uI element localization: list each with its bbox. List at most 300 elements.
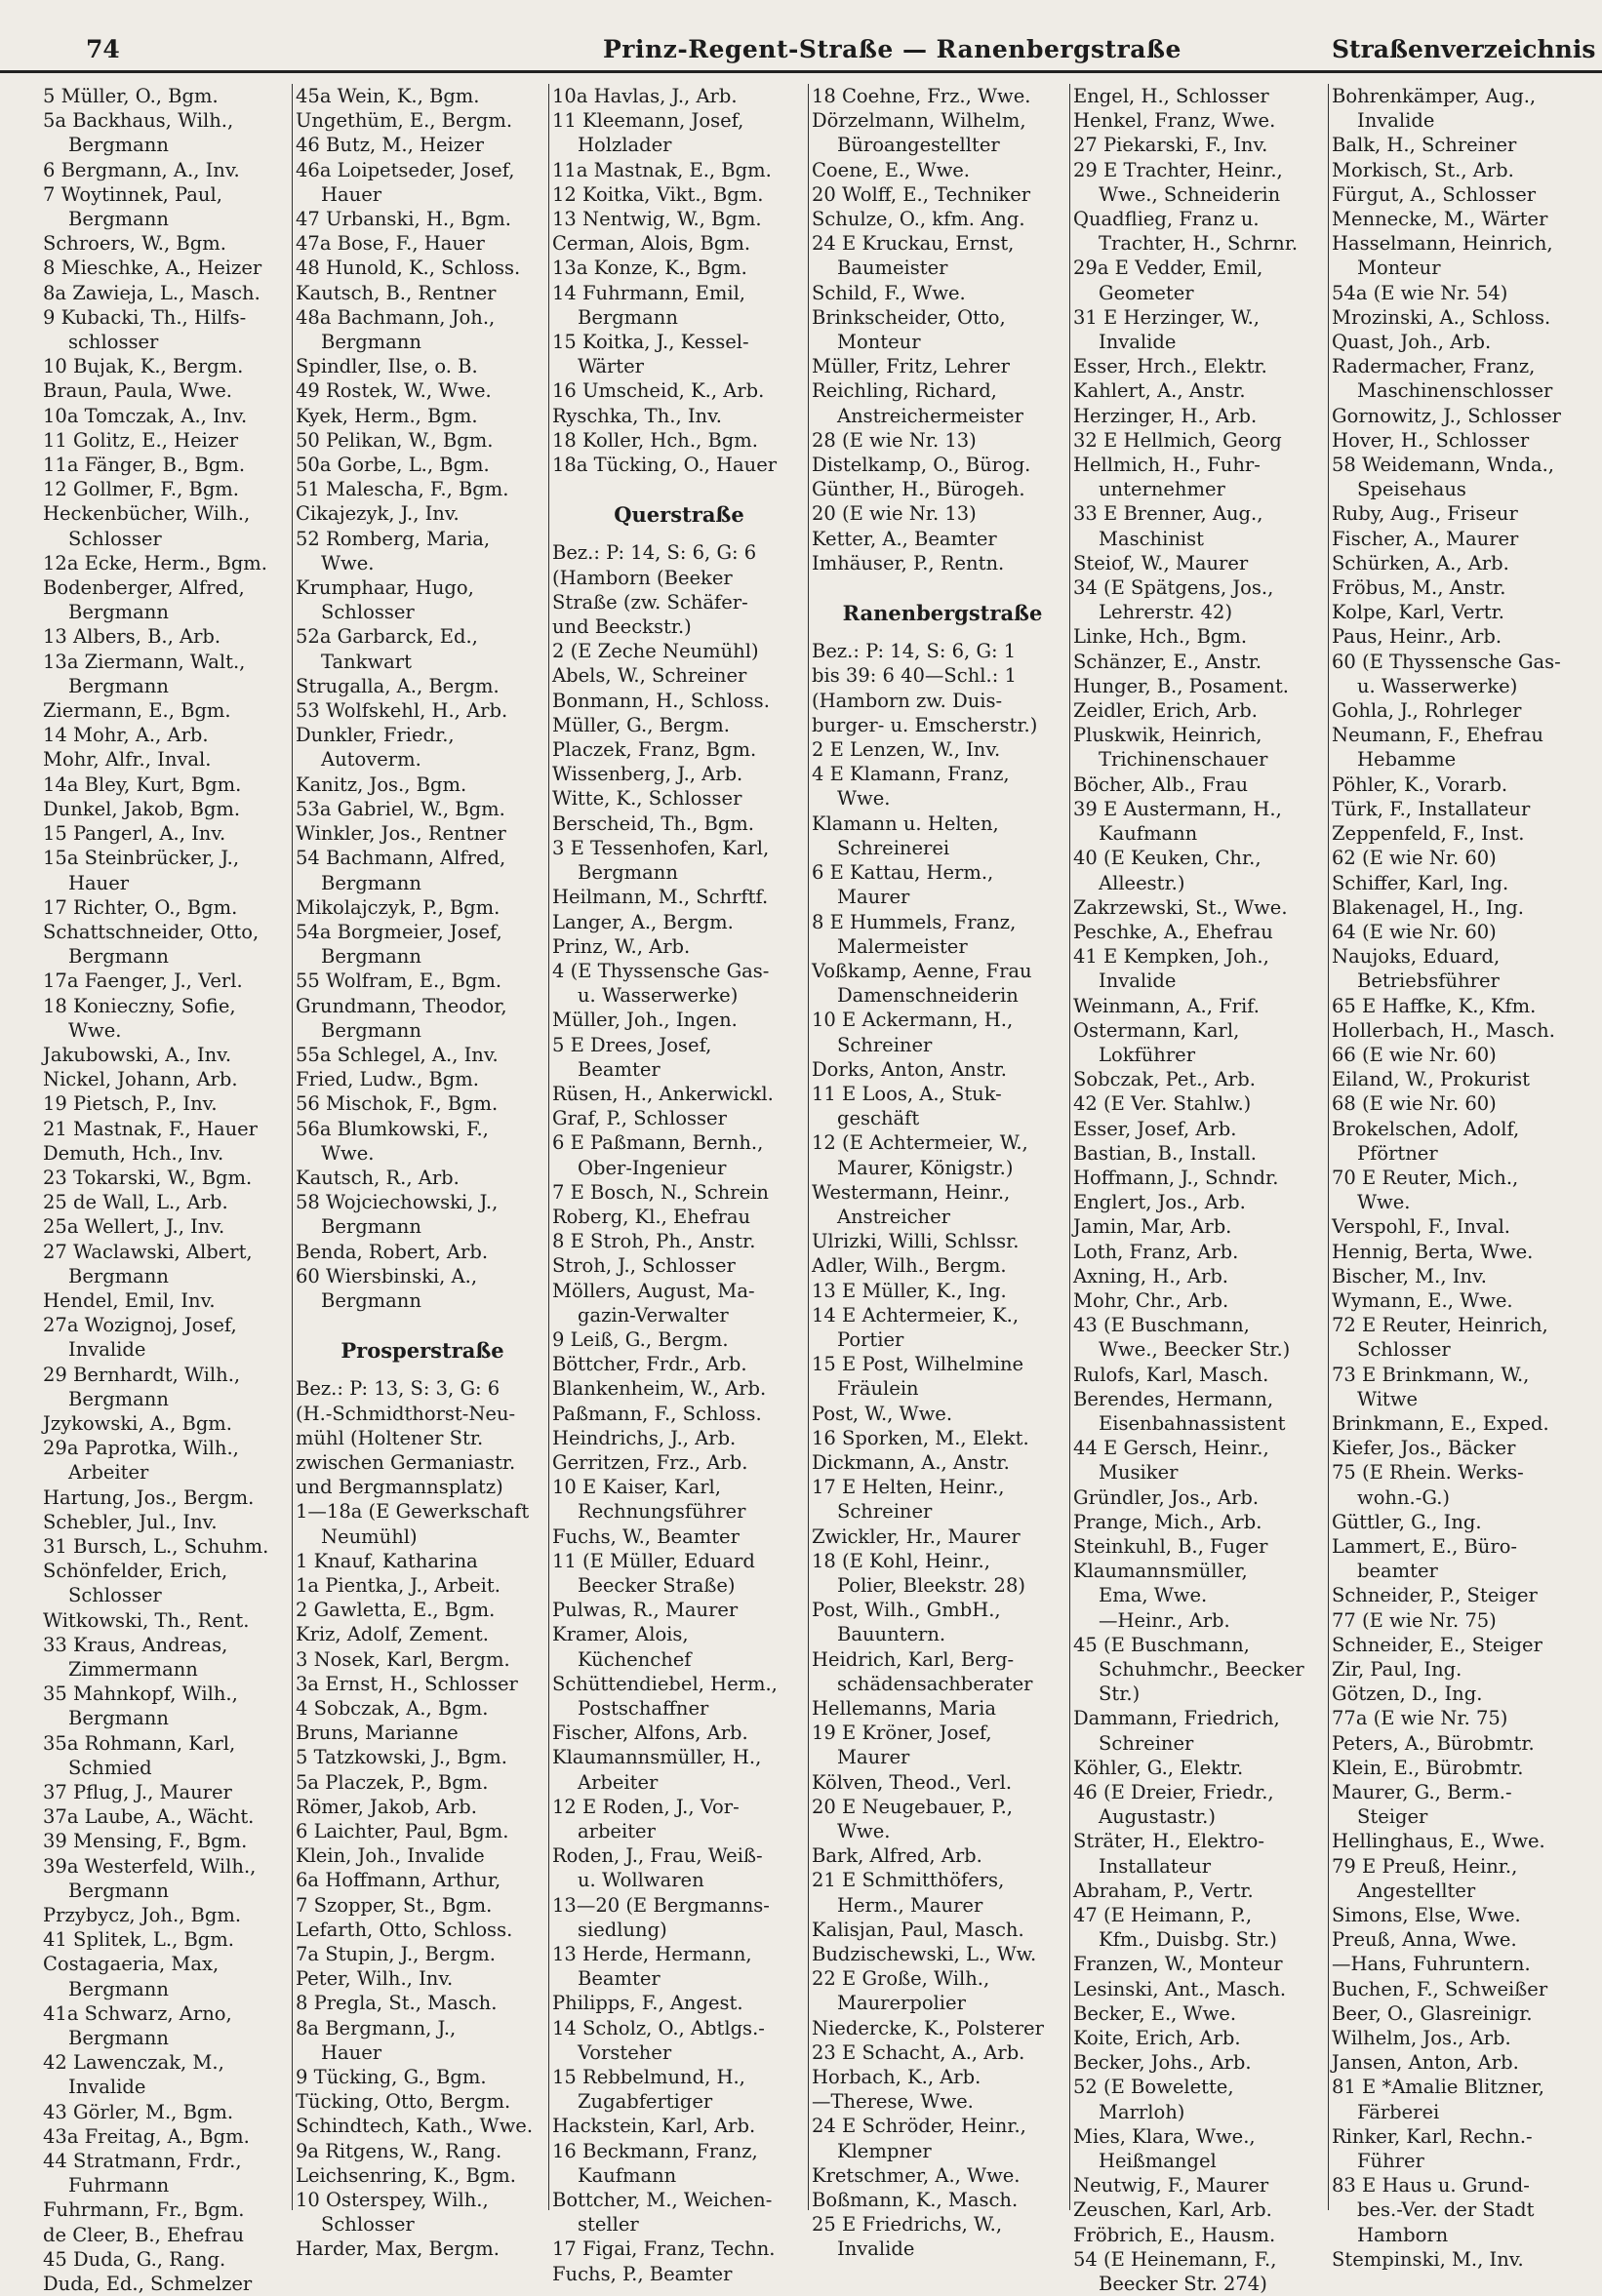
directory-entry: 2 E Lenzen, W., Inv.	[812, 738, 1001, 762]
directory-entry: Fischer, Alfons, Arb.	[552, 1722, 748, 1745]
directory-entry: Schürken, A., Arb.	[1332, 551, 1509, 574]
entry-continuation: Ober-Ingenieur	[578, 1156, 727, 1179]
directory-entry: Abels, W., Schreiner	[552, 664, 747, 688]
directory-entry: Schiffer, Karl, Ing.	[1332, 871, 1509, 894]
directory-entry: Bischer, M., Inv.	[1332, 1264, 1487, 1287]
directory-entry: Lefarth, Otto, Schloss.	[296, 1918, 513, 1941]
directory-entry: Benda, Robert, Arb.	[296, 1240, 489, 1263]
directory-entry: 13—20 (E Bergmanns-	[552, 1893, 770, 1917]
directory-entry: Dickmann, A., Anstr.	[812, 1450, 1010, 1474]
entry-continuation: Klempner	[837, 2139, 932, 2162]
directory-entry: Wilhelm, Jos., Arb.	[1332, 2027, 1511, 2050]
entry-continuation: Kfm., Duisbg. Str.)	[1099, 1928, 1277, 1952]
directory-entry: Leichsenring, K., Bgm.	[296, 2163, 516, 2187]
directory-entry: 5 Tatzkowski, J., Bgm.	[296, 1746, 507, 1769]
directory-entry: —Therese, Wwe.	[812, 2090, 974, 2114]
directory-entry: Winkler, Jos., Rentner	[296, 822, 506, 846]
directory-entry: 21 E Schmitthöfers,	[812, 1869, 1005, 1892]
directory-entry: 5a Placzek, P., Bgm.	[296, 1770, 489, 1794]
directory-entry: Linke, Hch., Bgm.	[1073, 625, 1248, 649]
directory-entry: Graf, P., Schlosser	[552, 1107, 727, 1130]
entry-continuation: Tankwart	[321, 650, 412, 673]
entry-continuation: Autoverm.	[321, 748, 421, 772]
directory-entry: Ruby, Aug., Friseur	[1332, 502, 1518, 526]
directory-entry: Brokelschen, Adolf,	[1332, 1117, 1520, 1140]
directory-entry: Blankenheim, W., Arb.	[552, 1377, 767, 1401]
directory-entry: 4 (E Thyssensche Gas-	[552, 959, 770, 982]
entry-continuation: Wwe.	[321, 1141, 375, 1165]
directory-entry: 17 Figai, Franz, Techn.	[552, 2237, 776, 2261]
directory-entry: Ungethüm, E., Bergm.	[296, 109, 513, 133]
directory-entry: Kretschmer, A., Wwe.	[812, 2163, 1021, 2187]
entry-continuation: Str.)	[1099, 1682, 1141, 1706]
entry-continuation: bes.-Ver. der Stadt	[1357, 2198, 1535, 2222]
entry-continuation: Maurer	[837, 886, 910, 909]
directory-entry: Voßkamp, Aenne, Frau	[812, 959, 1032, 982]
entry-continuation: wohn.-G.)	[1357, 1485, 1451, 1509]
directory-entry: Verspohl, F., Inval.	[1332, 1215, 1511, 1239]
directory-entry: 15 Koitka, J., Kessel-	[552, 331, 749, 354]
directory-entry: Schebler, Jul., Inv.	[43, 1510, 218, 1533]
entry-continuation: gazin-Verwalter	[578, 1303, 729, 1326]
directory-entry: 45a Wein, K., Bgm.	[296, 85, 480, 107]
directory-entry: Post, Wilh., GmbH.,	[812, 1599, 1001, 1622]
directory-entry: Dunkel, Jakob, Bgm.	[43, 797, 241, 820]
directory-entry: 54a Borgmeier, Josef,	[296, 920, 502, 943]
directory-entry: Kölven, Theod., Verl.	[812, 1770, 1013, 1794]
directory-entry: 14 Fuhrmann, Emil,	[552, 281, 746, 304]
entry-continuation: arbeiter	[578, 1820, 656, 1843]
directory-entry: 25a Wellert, J., Inv.	[43, 1215, 225, 1239]
directory-entry: 5 Müller, O., Bgm.	[43, 85, 219, 107]
directory-entry: 11a Fänger, B., Bgm.	[43, 454, 246, 477]
directory-entry: Zeidler, Erich, Arb.	[1073, 699, 1258, 723]
page-header	[0, 0, 1602, 73]
directory-entry: Bohrenkämper, Aug.,	[1332, 85, 1537, 107]
directory-entry: Rinker, Karl, Rechn.-	[1332, 2124, 1533, 2148]
directory-entry: 34 (E Spätgens, Jos.,	[1073, 576, 1274, 600]
street-heading: Querstraße	[614, 502, 744, 528]
directory-entry: Brinkmann, E., Exped.	[1332, 1411, 1549, 1435]
directory-entry: Mennecke, M., Wärter	[1332, 208, 1548, 231]
street-heading: Prosperstraße	[340, 1338, 504, 1364]
directory-entry: Zakrzewski, St., Wwe.	[1073, 895, 1288, 919]
directory-entry: Schild, F., Wwe.	[812, 281, 966, 304]
directory-entry: Nickel, Johann, Arb.	[43, 1068, 238, 1091]
directory-entry: Klaumannsmüller, H.,	[552, 1746, 762, 1769]
directory-entry: Paus, Heinr., Arb.	[1332, 625, 1502, 649]
directory-entry: Fröbrich, E., Hausm.	[1073, 2223, 1276, 2246]
directory-entry: 33 E Brenner, Aug.,	[1073, 502, 1263, 526]
directory-entry: 29 E Trachter, Heinr.,	[1073, 158, 1283, 181]
directory-entry: Fürgut, A., Schlosser	[1332, 182, 1537, 206]
directory-entry: 52a Garbarck, Ed.,	[296, 625, 478, 649]
directory-entry: 24 E Kruckau, Ernst,	[812, 232, 1015, 256]
directory-entry: Hellmich, H., Fuhr-	[1073, 454, 1261, 477]
directory-entry: Radermacher, Franz,	[1332, 355, 1536, 378]
directory-entry: Eiland, W., Prokurist	[1332, 1068, 1530, 1091]
directory-entry: 8 E Hummels, Franz,	[812, 910, 1017, 933]
entry-continuation: Monteur	[837, 331, 921, 354]
directory-entry: Böcher, Alb., Frau	[1073, 772, 1249, 796]
directory-entry: 10a Tomczak, A., Inv.	[43, 404, 248, 427]
entry-continuation: steller	[578, 2213, 639, 2237]
directory-entry: 29a Paprotka, Wilh.,	[43, 1437, 239, 1460]
entry-continuation: Maschinist	[1099, 527, 1204, 550]
directory-entry: 17 Richter, O., Bgm.	[43, 895, 238, 919]
directory-entry: Mikolajczyk, P., Bgm.	[296, 895, 501, 919]
directory-entry: Heckenbücher, Wilh.,	[43, 502, 251, 526]
directory-entry: 54a (E wie Nr. 54)	[1332, 281, 1508, 304]
directory-entry: Kolpe, Karl, Vertr.	[1332, 601, 1504, 624]
entry-continuation: Fräulein	[837, 1377, 919, 1401]
directory-entry: Hasselmann, Heinrich,	[1332, 232, 1553, 256]
directory-entry: 31 Bursch, L., Schuhm.	[43, 1534, 269, 1558]
directory-entry: 12a Ecke, Herm., Bgm.	[43, 551, 268, 574]
directory-entry: 39a Westerfeld, Wilh.,	[43, 1854, 257, 1878]
directory-entry: 5a Backhaus, Wilh.,	[43, 109, 234, 133]
directory-entry: Witte, K., Schlosser	[552, 787, 742, 811]
entry-continuation: Bergmann	[68, 1879, 169, 1902]
directory-entry: Klein, E., Bürobmtr.	[1332, 1756, 1524, 1779]
directory-entry: 44 E Gersch, Heinr.,	[1073, 1437, 1269, 1460]
directory-entry: 17a Faenger, J., Verl.	[43, 970, 243, 993]
directory-entry: Mies, Klara, Wwe.,	[1073, 2124, 1256, 2148]
directory-entry: 11 E Loos, A., Stuk-	[812, 1082, 1002, 1105]
entry-continuation: Angestellter	[1357, 1879, 1476, 1902]
entry-continuation: schädensachberater	[837, 1672, 1033, 1695]
entry-continuation: Maschinenschlosser	[1357, 379, 1553, 403]
entry-continuation: Schuhmchr., Beecker	[1099, 1658, 1304, 1681]
directory-entry: 11 Golitz, E., Heizer	[43, 428, 239, 452]
directory-entry: Dorks, Anton, Anstr.	[812, 1057, 1007, 1081]
directory-entry: Beer, O., Glasreinigr.	[1332, 2001, 1533, 2025]
directory-entry: Hellemanns, Maria	[812, 1697, 996, 1720]
directory-entry: Cerman, Alois, Bgm.	[552, 232, 751, 256]
entry-continuation: Bergmann	[68, 1387, 169, 1410]
directory-entry: Fröbus, M., Anstr.	[1332, 576, 1506, 600]
directory-entry: 6a Hoffmann, Arthur,	[296, 1869, 501, 1892]
entry-continuation: Invalide	[1357, 109, 1435, 133]
directory-entry: Spindler, Ilse, o. B.	[296, 355, 478, 378]
directory-entry: Rulofs, Karl, Masch.	[1073, 1363, 1269, 1386]
directory-entry: Buchen, F., Schweißer	[1332, 1977, 1548, 2000]
directory-entry: 12 Koitka, Vikt., Bgm.	[552, 182, 764, 206]
directory-entry: Bodenberger, Alfred,	[43, 576, 245, 600]
entry-continuation: Bergmann	[578, 861, 678, 885]
directory-entry: 9 Kubacki, Th., Hilfs-	[43, 305, 247, 329]
directory-entry: 24 E Schröder, Heinr.,	[812, 2115, 1026, 2138]
directory-entry: 40 (E Keuken, Chr.,	[1073, 847, 1262, 870]
entry-continuation: Lokführer	[1099, 1043, 1196, 1066]
directory-entry: 79 E Preuß, Heinr.,	[1332, 1854, 1518, 1878]
directory-entry: 13a Konze, K., Bgm.	[552, 257, 747, 280]
directory-entry: 77 (E wie Nr. 75)	[1332, 1608, 1497, 1632]
directory-entry: Zir, Paul, Ing.	[1332, 1658, 1462, 1681]
directory-entry: Hunger, B., Posament.	[1073, 674, 1289, 697]
directory-entry: Köhler, G., Elektr.	[1073, 1756, 1244, 1779]
directory-entry: 15a Steinbrücker, J.,	[43, 847, 240, 870]
directory-entry: 12 (E Achtermeier, W.,	[812, 1131, 1028, 1155]
entry-continuation: Installateur	[1099, 1854, 1212, 1878]
directory-entry: Dunkler, Friedr.,	[296, 724, 455, 747]
directory-entry: Peter, Wilh., Inv.	[296, 1967, 454, 1991]
entry-continuation: Schmied	[68, 1756, 152, 1779]
entry-continuation: Speisehaus	[1357, 478, 1466, 501]
directory-entry: 54 Bachmann, Alfred,	[296, 847, 506, 870]
directory-entry: 47 Urbanski, H., Bgm.	[296, 208, 511, 231]
entry-continuation: Marrloh)	[1099, 2100, 1185, 2123]
directory-entry: Boßmann, K., Masch.	[812, 2189, 1019, 2212]
directory-entry: Wymann, E., Wwe.	[1332, 1288, 1513, 1312]
entry-continuation: Trachter, H., Schrnr.	[1099, 232, 1299, 256]
directory-entry: Lesinski, Ant., Masch.	[1073, 1977, 1287, 2000]
entry-continuation: Anstreichermeister	[837, 404, 1023, 427]
directory-entry: Wissenberg, J., Arb.	[552, 763, 743, 786]
directory-entry: Klein, Joh., Invalide	[296, 1844, 485, 1868]
directory-entry: 37 Pflug, J., Maurer	[43, 1781, 232, 1804]
entry-continuation: Eisenbahnassistent	[1099, 1411, 1286, 1435]
directory-entry: Klaumannsmüller,	[1073, 1560, 1248, 1583]
entry-continuation: Arbeiter	[68, 1461, 149, 1484]
entry-continuation: Bergmann	[321, 1018, 421, 1042]
entry-continuation: Kaufmann	[1099, 822, 1198, 846]
directory-entry: Ryschka, Th., Inv.	[552, 404, 723, 427]
directory-entry: Müller, Joh., Ingen.	[552, 1009, 738, 1032]
directory-entry: Harder, Max, Bergm.	[296, 2237, 500, 2261]
entry-continuation: Steiger	[1357, 1805, 1428, 1829]
directory-entry: Jansen, Anton, Arb.	[1332, 2051, 1519, 2075]
directory-entry: Quadflieg, Franz u.	[1073, 208, 1260, 231]
directory-entry: Pöhler, K., Vorarb.	[1332, 772, 1508, 796]
entry-continuation: Kaufmann	[578, 2163, 677, 2187]
directory-entry: Tücking, Otto, Bergm.	[296, 2090, 511, 2114]
directory-entry: 6 Laichter, Paul, Bgm.	[296, 1820, 509, 1843]
entry-continuation: —Heinr., Arb.	[1099, 1608, 1230, 1632]
directory-entry: Morkisch, St., Arb.	[1332, 158, 1514, 181]
entry-continuation: Invalide	[68, 1338, 146, 1362]
directory-entry: 14a Bley, Kurt, Bgm.	[43, 772, 242, 796]
directory-entry: 3 E Tessenhofen, Karl,	[552, 836, 770, 859]
entry-continuation: Witwe	[1357, 1387, 1419, 1410]
directory-entry: 29a E Vedder, Emil,	[1073, 257, 1263, 280]
directory-entry: Mohr, Chr., Arb.	[1073, 1288, 1229, 1312]
directory-entry: 8 Mieschke, A., Heizer	[43, 257, 262, 280]
directory-entry: 81 E *Amalie Blitzner,	[1332, 2076, 1544, 2099]
entry-continuation: Färberei	[1357, 2100, 1440, 2123]
directory-entry: Neumann, F., Ehefrau	[1332, 724, 1543, 747]
entry-continuation: Portier	[837, 1327, 904, 1351]
entry-continuation: Wärter	[578, 355, 644, 378]
directory-entry: 19 Pietsch, P., Inv.	[43, 1092, 218, 1116]
directory-entry: 6 Bergmann, A., Inv.	[43, 158, 240, 181]
directory-entry: 56 Mischok, F., Bgm.	[296, 1092, 499, 1116]
directory-entry: 46a Loipetseder, Josef,	[296, 158, 515, 181]
directory-entry: 13 Nentwig, W., Bgm.	[552, 208, 762, 231]
directory-entry: zwischen Germaniastr.	[296, 1450, 516, 1474]
directory-entry: 16 Beckmann, Franz,	[552, 2139, 758, 2162]
directory-entry: 9a Ritgens, W., Rang.	[296, 2139, 502, 2162]
entry-continuation: Wwe.	[321, 551, 375, 574]
directory-entry: Peters, A., Bürobmtr.	[1332, 1731, 1535, 1755]
directory-entry: Bark, Alfred, Arb.	[812, 1844, 982, 1868]
directory-entry: Franzen, W., Monteur	[1073, 1953, 1283, 1976]
directory-column-4	[812, 84, 1073, 2261]
directory-entry: 60 Wiersbinski, A.,	[296, 1264, 478, 1287]
directory-entry: Jamin, Mar, Arb.	[1073, 1215, 1232, 1239]
directory-entry: Horbach, K., Arb.	[812, 2066, 981, 2089]
directory-entry: Dörzelmann, Wilhelm,	[812, 109, 1026, 133]
directory-entry: 35 Mahnkopf, Wilh.,	[43, 1682, 238, 1706]
entry-continuation: u. Wollwaren	[578, 1869, 704, 1892]
directory-entry: Steinkuhl, B., Fuger	[1073, 1534, 1268, 1558]
directory-entry: 10a Havlas, J., Arb.	[552, 85, 738, 107]
entry-continuation: Bergmann	[68, 1977, 169, 2000]
entry-continuation: Arbeiter	[578, 1770, 659, 1794]
entry-continuation: Rechnungsführer	[578, 1500, 746, 1524]
directory-entry: 20 (E wie Nr. 13)	[812, 502, 977, 526]
directory-entry: 13 Albers, B., Arb.	[43, 625, 221, 649]
directory-entry: Müller, G., Bergm.	[552, 713, 730, 736]
entry-continuation: Bergmann	[578, 305, 678, 329]
directory-entry: Blakenagel, H., Ing.	[1332, 895, 1524, 919]
directory-entry: Bastian, B., Install.	[1073, 1141, 1257, 1165]
directory-entry: Becker, E., Wwe.	[1073, 2001, 1237, 2025]
directory-entry: Kautsch, R., Arb.	[296, 1166, 460, 1189]
entry-continuation: Bergmann	[68, 1707, 169, 1730]
directory-entry: 73 E Brinkmann, W.,	[1332, 1363, 1530, 1386]
directory-entry: Hover, H., Schlosser	[1332, 428, 1530, 452]
directory-entry: Strugalla, A., Bergm.	[296, 674, 500, 697]
directory-entry: Grundmann, Theodor,	[296, 994, 507, 1017]
directory-entry: 50a Gorbe, L., Bgm.	[296, 454, 490, 477]
entry-continuation: Wwe.	[1357, 1191, 1411, 1214]
directory-entry: 35a Rohmann, Karl,	[43, 1731, 236, 1755]
directory-entry: Kautsch, B., Rentner	[296, 281, 497, 304]
directory-entry: Gerritzen, Frz., Arb.	[552, 1450, 748, 1474]
directory-entry: Zeppenfeld, F., Inst.	[1332, 822, 1525, 846]
entry-continuation: Herm., Maurer	[837, 1893, 983, 1917]
directory-entry: 2 (E Zeche Neumühl)	[552, 640, 759, 663]
directory-entry: 45 Duda, G., Rang.	[43, 2247, 226, 2271]
directory-entry: Prange, Mich., Arb.	[1073, 1510, 1262, 1533]
entry-continuation: u. Wasserwerke)	[1357, 674, 1518, 697]
entry-continuation: Holzlader	[578, 134, 672, 157]
directory-entry: und Bergmannsplatz)	[296, 1476, 503, 1499]
directory-entry: 25 de Wall, L., Arb.	[43, 1191, 228, 1214]
directory-entry: Kalisjan, Paul, Masch.	[812, 1918, 1024, 1941]
directory-entry: 58 Wojciechowski, J.,	[296, 1191, 499, 1214]
directory-entry: 9 Leiß, G., Bergm.	[552, 1327, 729, 1351]
directory-entry: 43 Görler, M., Bgm.	[43, 2100, 234, 2123]
directory-entry: Braun, Paula, Wwe.	[43, 379, 232, 403]
entry-continuation: siedlung)	[578, 1918, 667, 1941]
entry-continuation: Wwe.	[837, 787, 891, 811]
directory-entry: Post, W., Wwe.	[812, 1402, 953, 1425]
entry-continuation: Büroangestellter	[837, 134, 1000, 157]
directory-entry: —Hans, Fuhruntern.	[1332, 1953, 1531, 1976]
entry-continuation: Beecker Str. 274)	[1099, 2273, 1267, 2296]
entry-continuation: Beamter	[578, 1057, 661, 1081]
directory-entry: 16 Umscheid, K., Arb.	[552, 379, 765, 403]
entry-continuation: Bergmann	[321, 331, 421, 354]
directory-entry: 23 E Schacht, A., Arb.	[812, 2040, 1025, 2064]
directory-entry: 12 Gollmer, F., Bgm.	[43, 478, 239, 501]
directory-entry: Quast, Joh., Arb.	[1332, 331, 1492, 354]
entry-continuation: Hebamme	[1357, 748, 1457, 772]
directory-entry: Philipps, F., Angest.	[552, 1992, 743, 2015]
directory-entry: 14 Scholz, O., Abtlgs.-	[552, 2016, 765, 2039]
directory-entry: 1 Knauf, Katharina	[296, 1549, 478, 1572]
directory-entry: 83 E Haus u. Grund-	[1332, 2174, 1530, 2197]
entry-continuation: Bergmann	[321, 1288, 421, 1312]
directory-entry: Schattschneider, Otto,	[43, 920, 260, 943]
directory-entry: 7 E Bosch, N., Schrein	[552, 1180, 769, 1204]
directory-entry: Gründler, Jos., Arb.	[1073, 1485, 1260, 1509]
entry-continuation: Musiker	[1099, 1461, 1179, 1484]
entry-continuation: Hauer	[321, 182, 382, 206]
directory-entry: Ketter, A., Beamter	[812, 527, 997, 550]
directory-entry: (H.-Schmidthorst-Neu-	[296, 1402, 516, 1425]
directory-entry: 54 (E Heinemann, F.,	[1073, 2247, 1277, 2271]
directory-entry: 13 Herde, Hermann,	[552, 1943, 752, 1966]
directory-entry: 41a Schwarz, Arno,	[43, 2001, 232, 2025]
page-number: 74	[86, 35, 120, 63]
column-rule	[808, 84, 809, 2210]
entry-continuation: Bergmann	[68, 945, 169, 969]
directory-entry: 70 E Reuter, Mich.,	[1332, 1166, 1519, 1189]
directory-entry: Coene, E., Wwe.	[812, 158, 970, 181]
directory-entry: Weinmann, A., Frif.	[1073, 994, 1260, 1017]
directory-entry: Kriz, Adolf, Zement.	[296, 1623, 489, 1646]
entry-continuation: Polier, Bleekstr. 28)	[837, 1573, 1025, 1597]
directory-entry: Gornowitz, J., Schlosser	[1332, 404, 1561, 427]
directory-entry: Hoffmann, J., Schndr.	[1073, 1166, 1279, 1189]
directory-entry: Dammann, Friedrich,	[1073, 1707, 1280, 1730]
directory-entry: de Cleer, B., Ehefrau	[43, 2223, 245, 2246]
directory-entry: 62 (E wie Nr. 60)	[1332, 847, 1497, 870]
directory-entry: Berscheid, Th., Bgm.	[552, 812, 754, 835]
directory-entry: 18 (E Kohl, Heinr.,	[812, 1549, 990, 1572]
directory-entry: Stempinski, M., Inv.	[1332, 2247, 1524, 2271]
directory-entry: 55 Wolfram, E., Bgm.	[296, 970, 502, 993]
directory-entry: Klamann u. Helten,	[812, 812, 999, 835]
directory-entry: Lammert, E., Büro-	[1332, 1534, 1518, 1558]
directory-entry: Niedercke, K., Polsterer	[812, 2016, 1044, 2039]
directory-entry: Müller, Fritz, Lehrer	[812, 355, 1010, 378]
entry-continuation: Bergmann	[321, 945, 421, 969]
directory-entry: Prinz, W., Arb.	[552, 934, 691, 958]
entry-continuation: Pförtner	[1357, 1141, 1438, 1165]
directory-entry: Englert, Jos., Arb.	[1073, 1191, 1246, 1214]
directory-entry: 14 Mohr, A., Arb.	[43, 724, 209, 747]
directory-entry: Schindtech, Kath., Wwe.	[296, 2115, 534, 2138]
entry-continuation: Bergmann	[68, 2027, 169, 2050]
directory-entry: 51 Malescha, F., Bgm.	[296, 478, 509, 501]
directory-entry: 58 Weidemann, Wnda.,	[1332, 454, 1555, 477]
directory-entry: (Hamborn (Beeker	[552, 566, 733, 589]
directory-entry: 9 Tücking, G., Bgm.	[296, 2066, 487, 2089]
directory-entry: 37a Laube, A., Wächt.	[43, 1805, 255, 1829]
entry-continuation: Bergmann	[321, 1215, 421, 1239]
directory-entry: Simons, Else, Wwe.	[1332, 1904, 1521, 1927]
directory-entry: Abraham, P., Vertr.	[1073, 1879, 1254, 1902]
entry-continuation: Schlosser	[321, 2213, 415, 2237]
entry-continuation: Malermeister	[837, 934, 968, 958]
directory-column-1	[43, 84, 289, 2296]
directory-entry: Becker, Johs., Arb.	[1073, 2051, 1252, 2075]
directory-entry: 52 Romberg, Maria,	[296, 527, 491, 550]
